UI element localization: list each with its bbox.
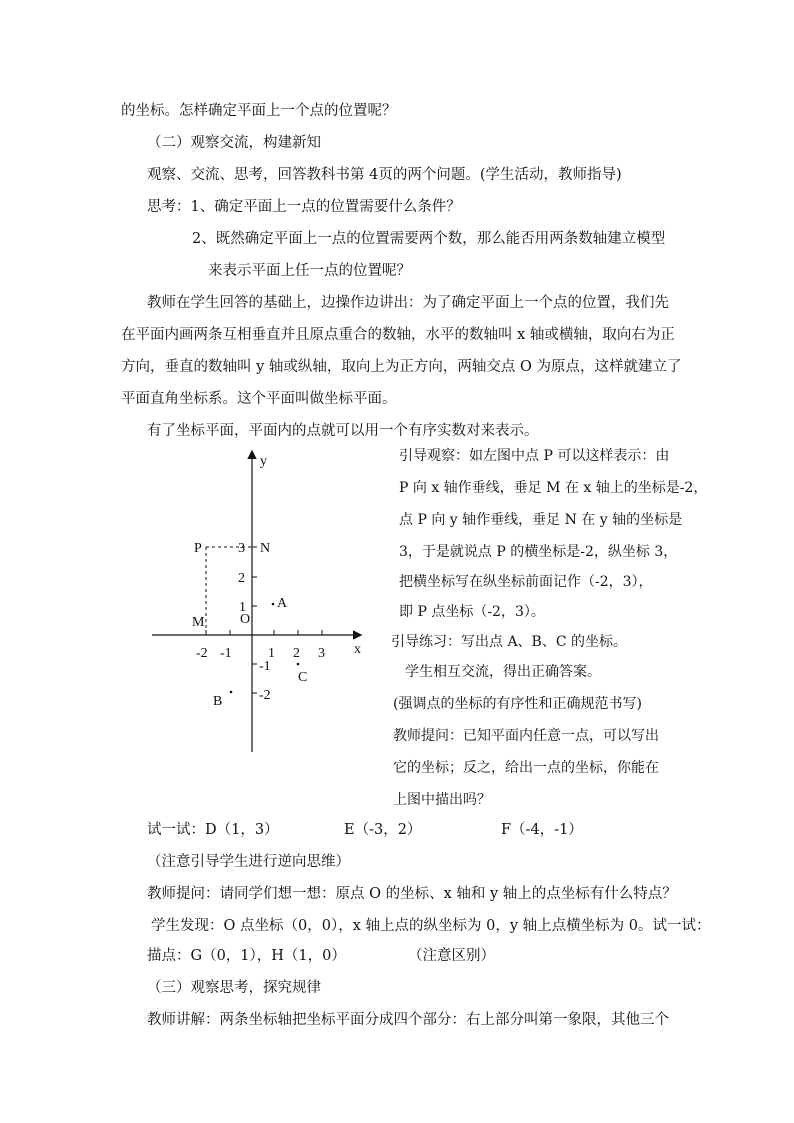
note-text: （注意区别）: [408, 948, 495, 964]
x-tick-label: 2: [293, 646, 300, 661]
side-text-line: 点 P 向 y 轴作垂线，垂足 N 在 y 轴的坐标是: [399, 512, 683, 528]
point-b-mark: [230, 691, 233, 694]
section-heading: （二）观察交流，构建新知: [147, 135, 321, 151]
side-text-line: 它的坐标；反之，给出一点的坐标，你能在: [393, 760, 659, 776]
point-n-label: N: [260, 541, 271, 556]
text-line: 2、既然确定平面上一点的位置需要两个数，那么能否用两条数轴建立模型: [192, 231, 666, 247]
point-a-mark: [272, 603, 275, 606]
point-p-label: P: [194, 541, 202, 556]
y-tick-label: -2: [259, 688, 271, 703]
side-text-line: 把横坐标写在纵坐标前面记作（-2，3），: [399, 574, 653, 590]
side-text-line: 学生相互交流，得出正确答案。: [405, 664, 601, 680]
text-line: 来表示平面上任一点的位置呢？: [208, 263, 411, 279]
text-line: 教师讲解：两条坐标轴把坐标平面分成四个部分：右上部分叫第一象限，其他三个: [147, 1012, 669, 1028]
text-line: 观察、交流、思考，回答教科书第 4页的两个问题。(学生活动，教师指导): [147, 167, 622, 183]
text-line: 教师在学生回答的基础上，边操作边讲出：为了确定平面上一个点的位置，我们先: [147, 295, 669, 311]
point-a-label: A: [277, 596, 288, 611]
x-tick-label: 1: [268, 646, 275, 661]
point-c-label: C: [298, 670, 308, 685]
text-line: （注意引导学生进行逆向思维）: [147, 854, 350, 870]
try-e: E（-3，2）: [344, 822, 422, 838]
side-text-line: 3，于是就说点 P 的横坐标是-2，纵坐标 3，: [399, 544, 678, 560]
y-tick-label: -1: [259, 659, 271, 674]
try-d: 试一试：D（1，3）: [147, 822, 279, 838]
y-tick-label: 1: [239, 600, 246, 615]
point-b-label: B: [213, 694, 223, 709]
y-tick-label: 2: [238, 571, 245, 586]
side-text-line: P 向 x 轴作垂线，垂足 M 在 x 轴上的坐标是-2，: [399, 480, 708, 496]
text-line: 学生发现：O 点坐标（0，0），x 轴上点的纵坐标为 0，y 轴上点横坐标为 0。试一试：: [151, 918, 711, 934]
text-line: 有了坐标平面，平面内的点就可以用一个有序实数对来表示。: [147, 423, 539, 439]
text-line: 描点：G（0，1），H（1，0）: [147, 948, 346, 964]
side-text-line: 引导观察：如左图中点 P 可以这样表示：由: [399, 448, 670, 464]
point-c-mark: [297, 663, 300, 666]
text-line: 方向，垂直的数轴叫 y 轴或纵轴，取向上为正方向，两轴交点 O 为原点，这样就建立了: [121, 359, 682, 375]
x-tick-label: 3: [318, 646, 325, 661]
text-line: 平面直角坐标系。这个平面叫做坐标平面。: [121, 391, 397, 407]
side-text-line: 即 P 点坐标（-2，3）。: [399, 604, 545, 620]
text-line: 思考：1、确定平面上一点的位置需要什么条件？: [147, 199, 461, 215]
y-tick-label: 3: [238, 541, 245, 556]
side-text-line: 教师提问：已知平面内任意一点，可以写出: [393, 728, 659, 744]
try-f: F（-4，-1）: [501, 822, 583, 838]
side-text-line: (强调点的坐标的有序性和正确规范书写): [393, 696, 642, 712]
section-heading: （三）观察思考，探究规律: [147, 980, 321, 996]
x-axis-label: x: [354, 642, 361, 657]
x-tick-label: -1: [220, 646, 232, 661]
point-m-label: M: [192, 615, 205, 630]
coordinate-plane-figure: [140, 440, 380, 760]
side-text-line: 上图中描出吗？: [393, 792, 491, 808]
text-line: 的坐标。怎样确定平面上一个点的位置呢？: [121, 103, 397, 119]
side-text-line: 引导练习：写出点 A、B、C 的坐标。: [391, 634, 628, 650]
y-axis-label: y: [260, 454, 267, 469]
text-line: 在平面内画两条互相垂直并且原点重合的数轴，水平的数轴叫 x 轴或横轴，取向右为正: [121, 327, 675, 343]
x-tick-label: -2: [196, 646, 208, 661]
text-line: 教师提问：请同学们想一想：原点 O 的坐标、x 轴和 y 轴上的点坐标有什么特点？: [147, 886, 677, 902]
origin-label: O: [240, 612, 251, 627]
